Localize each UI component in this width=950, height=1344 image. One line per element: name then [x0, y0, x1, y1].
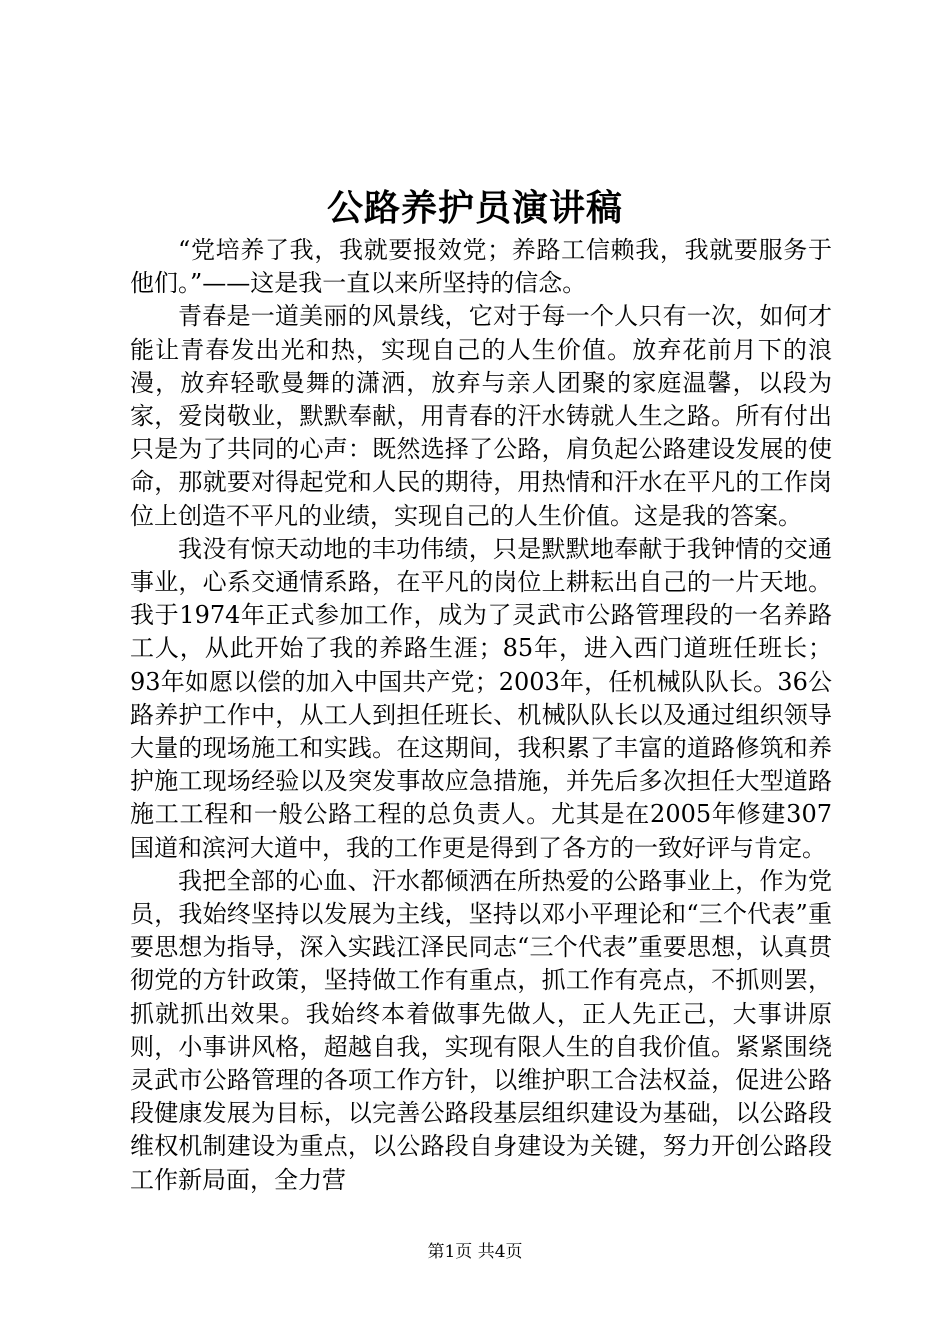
- page-number-footer: 第1页 共4页: [427, 1242, 523, 1262]
- document-body: [130, 234, 832, 1197]
- document-title: 公路养护员演讲稿: [326, 187, 623, 229]
- paragraph: 青春是一道美丽的风景线，它对于每一个人只有一次，如何才能让青春发出光和热，实现自己的人生价值。放弃花前月下的浪漫，放弃轻歌曼舞的潇洒，放弃与亲人团聚的家庭温馨，以段为家，爱岗敬业，默默奉献，用青春的汗水铸就人生之路。所有付出只是为了共同的心声：既然选择了公路，肩负起公路建设发展的使命，那就要对得起党和人民的期待，用热情和汗水在平凡的工作岗位上创造不平凡的业绩，实现自己的人生价值。这是我的答案。: [130, 302, 832, 530]
- paragraph: “党培养了我，我就要报效党；养路工信赖我，我就要服务于他们。”——这是我一直以来所坚持的信念。: [130, 236, 832, 298]
- paragraph: 我把全部的心血、汗水都倾洒在所热爱的公路事业上，作为党员，我始终坚持以发展为主线，坚持以邓小平理论和“三个代表”重要思想为指导，深入实践江泽民同志“三个代表”重要思想，认真贯彻党的方针政策，坚持做工作有重点，抓工作有亮点，不抓则罢，抓就抓出效果。我始终本着做事先做人，正人先正己，大事讲原则，小事讲风格，超越自我，实现有限人生的自我价值。紧紧围绕灵武市公路管理的各项工作方针，以维护职工合法权益，促进公路段健康发展为目标，以完善公路段基层组织建设为基础，以公路段维权机制建设为重点，以公路段自身建设为关键，努力开创公路段工作新局面，全力营: [130, 866, 832, 1194]
- paragraph: 我没有惊天动地的丰功伟绩，只是默默地奉献于我钟情的交通事业，心系交通情系路，在平凡的岗位上耕耘出自己的一片天地。我于1974年正式参加工作，成为了灵武市公路管理段的一名养路工人，从此开始了我的养路生涯；85年，进入西门道班任班长；93年如愿以偿的加入中国共产党；2003年，任机械队队长。36公路养护工作中，从工人到担任班长、机械队队长以及通过组织领导大量的现场施工和实践。在这期间，我积累了丰富的道路修筑和养护施工现场经验以及突发事故应急措施，并先后多次担任大型道路施工工程和一般公路工程的总负责人。尤其是在2005年修建307国道和滨河大道中，我的工作更是得到了各方的一致好评与肯定。: [130, 534, 832, 862]
